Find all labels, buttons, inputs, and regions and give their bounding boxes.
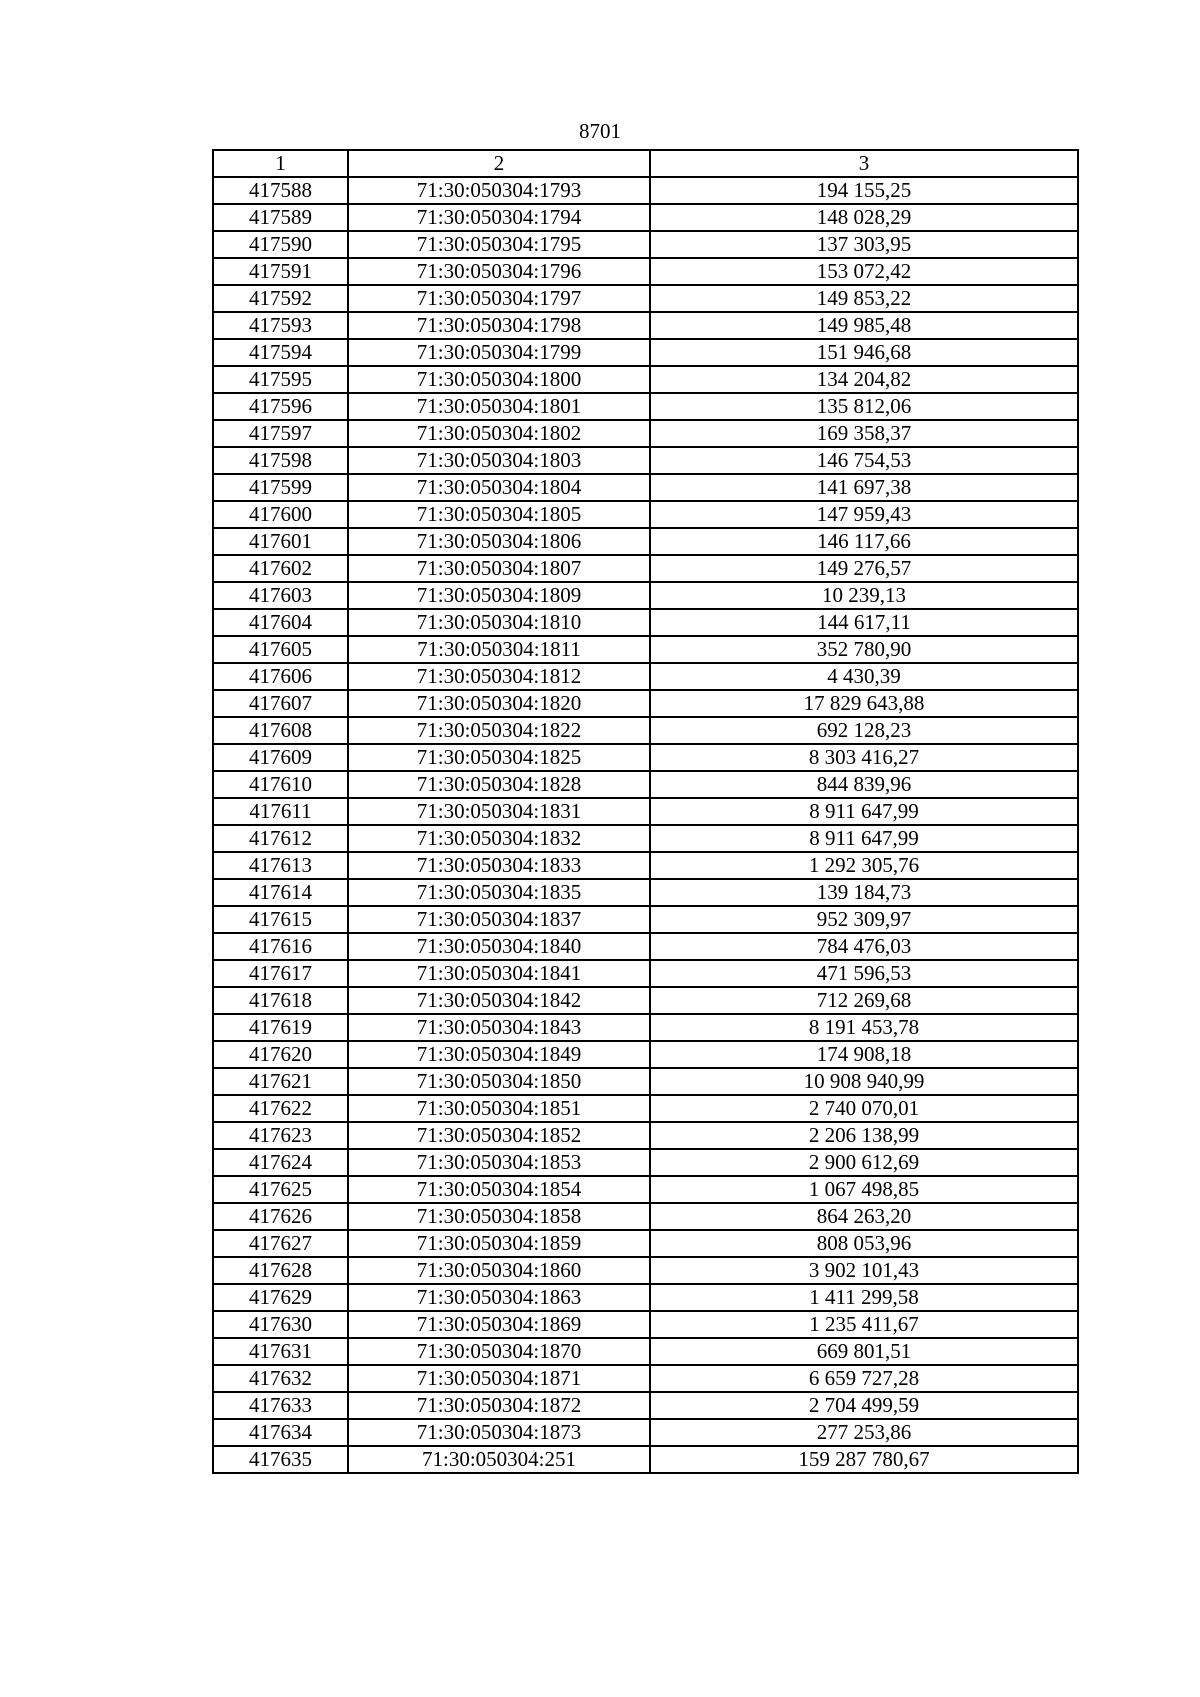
row-number-cell: 417623 [213, 1122, 348, 1149]
cadastral-number-cell: 71:30:050304:1798 [348, 312, 650, 339]
row-number-cell: 417619 [213, 1014, 348, 1041]
cadastral-number-cell: 71:30:050304:1803 [348, 447, 650, 474]
row-number-cell: 417604 [213, 609, 348, 636]
table-row [213, 1095, 1078, 1122]
cadastral-number-cell: 71:30:050304:1870 [348, 1338, 650, 1365]
cadastral-number-cell: 71:30:050304:1812 [348, 663, 650, 690]
table-row [213, 744, 1078, 771]
value-cell: 4 430,39 [650, 663, 1078, 690]
row-number-cell: 417607 [213, 690, 348, 717]
row-number-cell: 417588 [213, 177, 348, 204]
value-cell: 149 985,48 [650, 312, 1078, 339]
cadastral-number-cell: 71:30:050304:1852 [348, 1122, 650, 1149]
row-number-cell: 417608 [213, 717, 348, 744]
table-row [213, 528, 1078, 555]
row-number-cell: 417592 [213, 285, 348, 312]
value-cell: 146 117,66 [650, 528, 1078, 555]
row-number-cell: 417629 [213, 1284, 348, 1311]
row-number-cell: 417628 [213, 1257, 348, 1284]
table-row [213, 717, 1078, 744]
table-body [213, 177, 1078, 1473]
value-cell: 712 269,68 [650, 987, 1078, 1014]
cadastral-number-cell: 71:30:050304:1797 [348, 285, 650, 312]
value-cell: 17 829 643,88 [650, 690, 1078, 717]
table-row [213, 1311, 1078, 1338]
value-cell: 8 911 647,99 [650, 798, 1078, 825]
row-number-cell: 417635 [213, 1446, 348, 1473]
registry-table [212, 149, 1079, 1474]
table-row [213, 501, 1078, 528]
cadastral-number-cell: 71:30:050304:1809 [348, 582, 650, 609]
row-number-cell: 417593 [213, 312, 348, 339]
value-cell: 137 303,95 [650, 231, 1078, 258]
row-number-cell: 417612 [213, 825, 348, 852]
column-header-3: 3 [650, 150, 1078, 177]
cadastral-number-cell: 71:30:050304:1854 [348, 1176, 650, 1203]
value-cell: 149 853,22 [650, 285, 1078, 312]
value-cell: 148 028,29 [650, 204, 1078, 231]
row-number-cell: 417590 [213, 231, 348, 258]
table-row [213, 312, 1078, 339]
row-number-cell: 417625 [213, 1176, 348, 1203]
table-row [213, 231, 1078, 258]
value-cell: 1 411 299,58 [650, 1284, 1078, 1311]
cadastral-number-cell: 71:30:050304:1863 [348, 1284, 650, 1311]
cadastral-number-cell: 71:30:050304:1796 [348, 258, 650, 285]
cadastral-number-cell: 71:30:050304:1860 [348, 1257, 650, 1284]
value-cell: 471 596,53 [650, 960, 1078, 987]
table-row [213, 609, 1078, 636]
value-cell: 135 812,06 [650, 393, 1078, 420]
value-cell: 147 959,43 [650, 501, 1078, 528]
table-row [213, 1068, 1078, 1095]
cadastral-number-cell: 71:30:050304:1805 [348, 501, 650, 528]
table-row [213, 1446, 1078, 1473]
value-cell: 6 659 727,28 [650, 1365, 1078, 1392]
table-row [213, 771, 1078, 798]
table-row [213, 1203, 1078, 1230]
table-row [213, 474, 1078, 501]
table-row [213, 852, 1078, 879]
table-row [213, 285, 1078, 312]
cadastral-number-cell: 71:30:050304:1804 [348, 474, 650, 501]
cadastral-number-cell: 71:30:050304:1799 [348, 339, 650, 366]
row-number-cell: 417633 [213, 1392, 348, 1419]
table-row [213, 366, 1078, 393]
cadastral-number-cell: 71:30:050304:1835 [348, 879, 650, 906]
value-cell: 864 263,20 [650, 1203, 1078, 1230]
table-row [213, 447, 1078, 474]
value-cell: 139 184,73 [650, 879, 1078, 906]
table-row [213, 420, 1078, 447]
cadastral-number-cell: 71:30:050304:1820 [348, 690, 650, 717]
table-row [213, 393, 1078, 420]
table-row [213, 933, 1078, 960]
row-number-cell: 417622 [213, 1095, 348, 1122]
value-cell: 692 128,23 [650, 717, 1078, 744]
row-number-cell: 417600 [213, 501, 348, 528]
row-number-cell: 417601 [213, 528, 348, 555]
row-number-cell: 417594 [213, 339, 348, 366]
value-cell: 2 900 612,69 [650, 1149, 1078, 1176]
row-number-cell: 417616 [213, 933, 348, 960]
table-row [213, 1014, 1078, 1041]
value-cell: 844 839,96 [650, 771, 1078, 798]
column-header-1: 1 [213, 150, 348, 177]
cadastral-number-cell: 71:30:050304:1807 [348, 555, 650, 582]
value-cell: 3 902 101,43 [650, 1257, 1078, 1284]
row-number-cell: 417624 [213, 1149, 348, 1176]
cadastral-number-cell: 71:30:050304:1843 [348, 1014, 650, 1041]
cadastral-number-cell: 71:30:050304:1832 [348, 825, 650, 852]
value-cell: 169 358,37 [650, 420, 1078, 447]
table-header-row [213, 150, 1078, 177]
cadastral-number-cell: 71:30:050304:1837 [348, 906, 650, 933]
value-cell: 149 276,57 [650, 555, 1078, 582]
cadastral-number-cell: 71:30:050304:1802 [348, 420, 650, 447]
row-number-cell: 417589 [213, 204, 348, 231]
row-number-cell: 417632 [213, 1365, 348, 1392]
row-number-cell: 417614 [213, 879, 348, 906]
row-number-cell: 417631 [213, 1338, 348, 1365]
value-cell: 153 072,42 [650, 258, 1078, 285]
value-cell: 159 287 780,67 [650, 1446, 1078, 1473]
row-number-cell: 417634 [213, 1419, 348, 1446]
cadastral-number-cell: 71:30:050304:1793 [348, 177, 650, 204]
column-header-2: 2 [348, 150, 650, 177]
cadastral-number-cell: 71:30:050304:1811 [348, 636, 650, 663]
value-cell: 1 067 498,85 [650, 1176, 1078, 1203]
table-row [213, 960, 1078, 987]
table-row [213, 879, 1078, 906]
cadastral-number-cell: 71:30:050304:1806 [348, 528, 650, 555]
value-cell: 10 239,13 [650, 582, 1078, 609]
value-cell: 2 740 070,01 [650, 1095, 1078, 1122]
row-number-cell: 417620 [213, 1041, 348, 1068]
table-row [213, 1122, 1078, 1149]
row-number-cell: 417621 [213, 1068, 348, 1095]
row-number-cell: 417595 [213, 366, 348, 393]
row-number-cell: 417602 [213, 555, 348, 582]
row-number-cell: 417609 [213, 744, 348, 771]
row-number-cell: 417618 [213, 987, 348, 1014]
cadastral-number-cell: 71:30:050304:1849 [348, 1041, 650, 1068]
cadastral-number-cell: 71:30:050304:1800 [348, 366, 650, 393]
cadastral-number-cell: 71:30:050304:1851 [348, 1095, 650, 1122]
value-cell: 134 204,82 [650, 366, 1078, 393]
value-cell: 2 704 499,59 [650, 1392, 1078, 1419]
value-cell: 2 206 138,99 [650, 1122, 1078, 1149]
row-number-cell: 417606 [213, 663, 348, 690]
table-row [213, 798, 1078, 825]
table-row [213, 258, 1078, 285]
cadastral-number-cell: 71:30:050304:1841 [348, 960, 650, 987]
table-row [213, 1230, 1078, 1257]
cadastral-number-cell: 71:30:050304:1828 [348, 771, 650, 798]
cadastral-number-cell: 71:30:050304:1842 [348, 987, 650, 1014]
value-cell: 151 946,68 [650, 339, 1078, 366]
row-number-cell: 417611 [213, 798, 348, 825]
cadastral-number-cell: 71:30:050304:1795 [348, 231, 650, 258]
row-number-cell: 417613 [213, 852, 348, 879]
row-number-cell: 417615 [213, 906, 348, 933]
table-row [213, 339, 1078, 366]
value-cell: 784 476,03 [650, 933, 1078, 960]
row-number-cell: 417603 [213, 582, 348, 609]
table-row [213, 1041, 1078, 1068]
value-cell: 8 191 453,78 [650, 1014, 1078, 1041]
cadastral-number-cell: 71:30:050304:1825 [348, 744, 650, 771]
table-row [213, 177, 1078, 204]
row-number-cell: 417626 [213, 1203, 348, 1230]
cadastral-number-cell: 71:30:050304:1831 [348, 798, 650, 825]
value-cell: 952 309,97 [650, 906, 1078, 933]
cadastral-number-cell: 71:30:050304:1833 [348, 852, 650, 879]
cadastral-number-cell: 71:30:050304:1822 [348, 717, 650, 744]
row-number-cell: 417591 [213, 258, 348, 285]
value-cell: 352 780,90 [650, 636, 1078, 663]
table-row [213, 1338, 1078, 1365]
cadastral-number-cell: 71:30:050304:1840 [348, 933, 650, 960]
table-row [213, 204, 1078, 231]
table-row [213, 1257, 1078, 1284]
value-cell: 194 155,25 [650, 177, 1078, 204]
page-number [0, 118, 1200, 144]
value-cell: 808 053,96 [650, 1230, 1078, 1257]
row-number-cell: 417610 [213, 771, 348, 798]
table-row [213, 663, 1078, 690]
table-row [213, 582, 1078, 609]
value-cell: 141 697,38 [650, 474, 1078, 501]
table-row [213, 1419, 1078, 1446]
row-number-cell: 417599 [213, 474, 348, 501]
value-cell: 8 911 647,99 [650, 825, 1078, 852]
table-row [213, 636, 1078, 663]
value-cell: 8 303 416,27 [650, 744, 1078, 771]
cadastral-number-cell: 71:30:050304:1810 [348, 609, 650, 636]
row-number-cell: 417617 [213, 960, 348, 987]
row-number-cell: 417597 [213, 420, 348, 447]
cadastral-number-cell: 71:30:050304:1872 [348, 1392, 650, 1419]
table-row [213, 555, 1078, 582]
cadastral-number-cell: 71:30:050304:1871 [348, 1365, 650, 1392]
value-cell: 669 801,51 [650, 1338, 1078, 1365]
cadastral-number-cell: 71:30:050304:1853 [348, 1149, 650, 1176]
table-row [213, 1176, 1078, 1203]
value-cell: 1 292 305,76 [650, 852, 1078, 879]
cadastral-number-cell: 71:30:050304:1794 [348, 204, 650, 231]
cadastral-number-cell: 71:30:050304:1858 [348, 1203, 650, 1230]
table-row [213, 906, 1078, 933]
table-row [213, 825, 1078, 852]
table-row [213, 1392, 1078, 1419]
cadastral-number-cell: 71:30:050304:1801 [348, 393, 650, 420]
table-row [213, 1149, 1078, 1176]
cadastral-number-cell: 71:30:050304:1850 [348, 1068, 650, 1095]
cadastral-number-cell: 71:30:050304:1869 [348, 1311, 650, 1338]
table-row [213, 1284, 1078, 1311]
table-row [213, 690, 1078, 717]
row-number-cell: 417596 [213, 393, 348, 420]
cadastral-number-cell: 71:30:050304:1873 [348, 1419, 650, 1446]
page-number-text: 8701 [579, 119, 621, 143]
table-row [213, 1365, 1078, 1392]
value-cell: 1 235 411,67 [650, 1311, 1078, 1338]
row-number-cell: 417630 [213, 1311, 348, 1338]
table-row [213, 987, 1078, 1014]
cadastral-number-cell: 71:30:050304:251 [348, 1446, 650, 1473]
row-number-cell: 417598 [213, 447, 348, 474]
value-cell: 146 754,53 [650, 447, 1078, 474]
value-cell: 10 908 940,99 [650, 1068, 1078, 1095]
value-cell: 144 617,11 [650, 609, 1078, 636]
row-number-cell: 417627 [213, 1230, 348, 1257]
cadastral-number-cell: 71:30:050304:1859 [348, 1230, 650, 1257]
value-cell: 174 908,18 [650, 1041, 1078, 1068]
row-number-cell: 417605 [213, 636, 348, 663]
value-cell: 277 253,86 [650, 1419, 1078, 1446]
